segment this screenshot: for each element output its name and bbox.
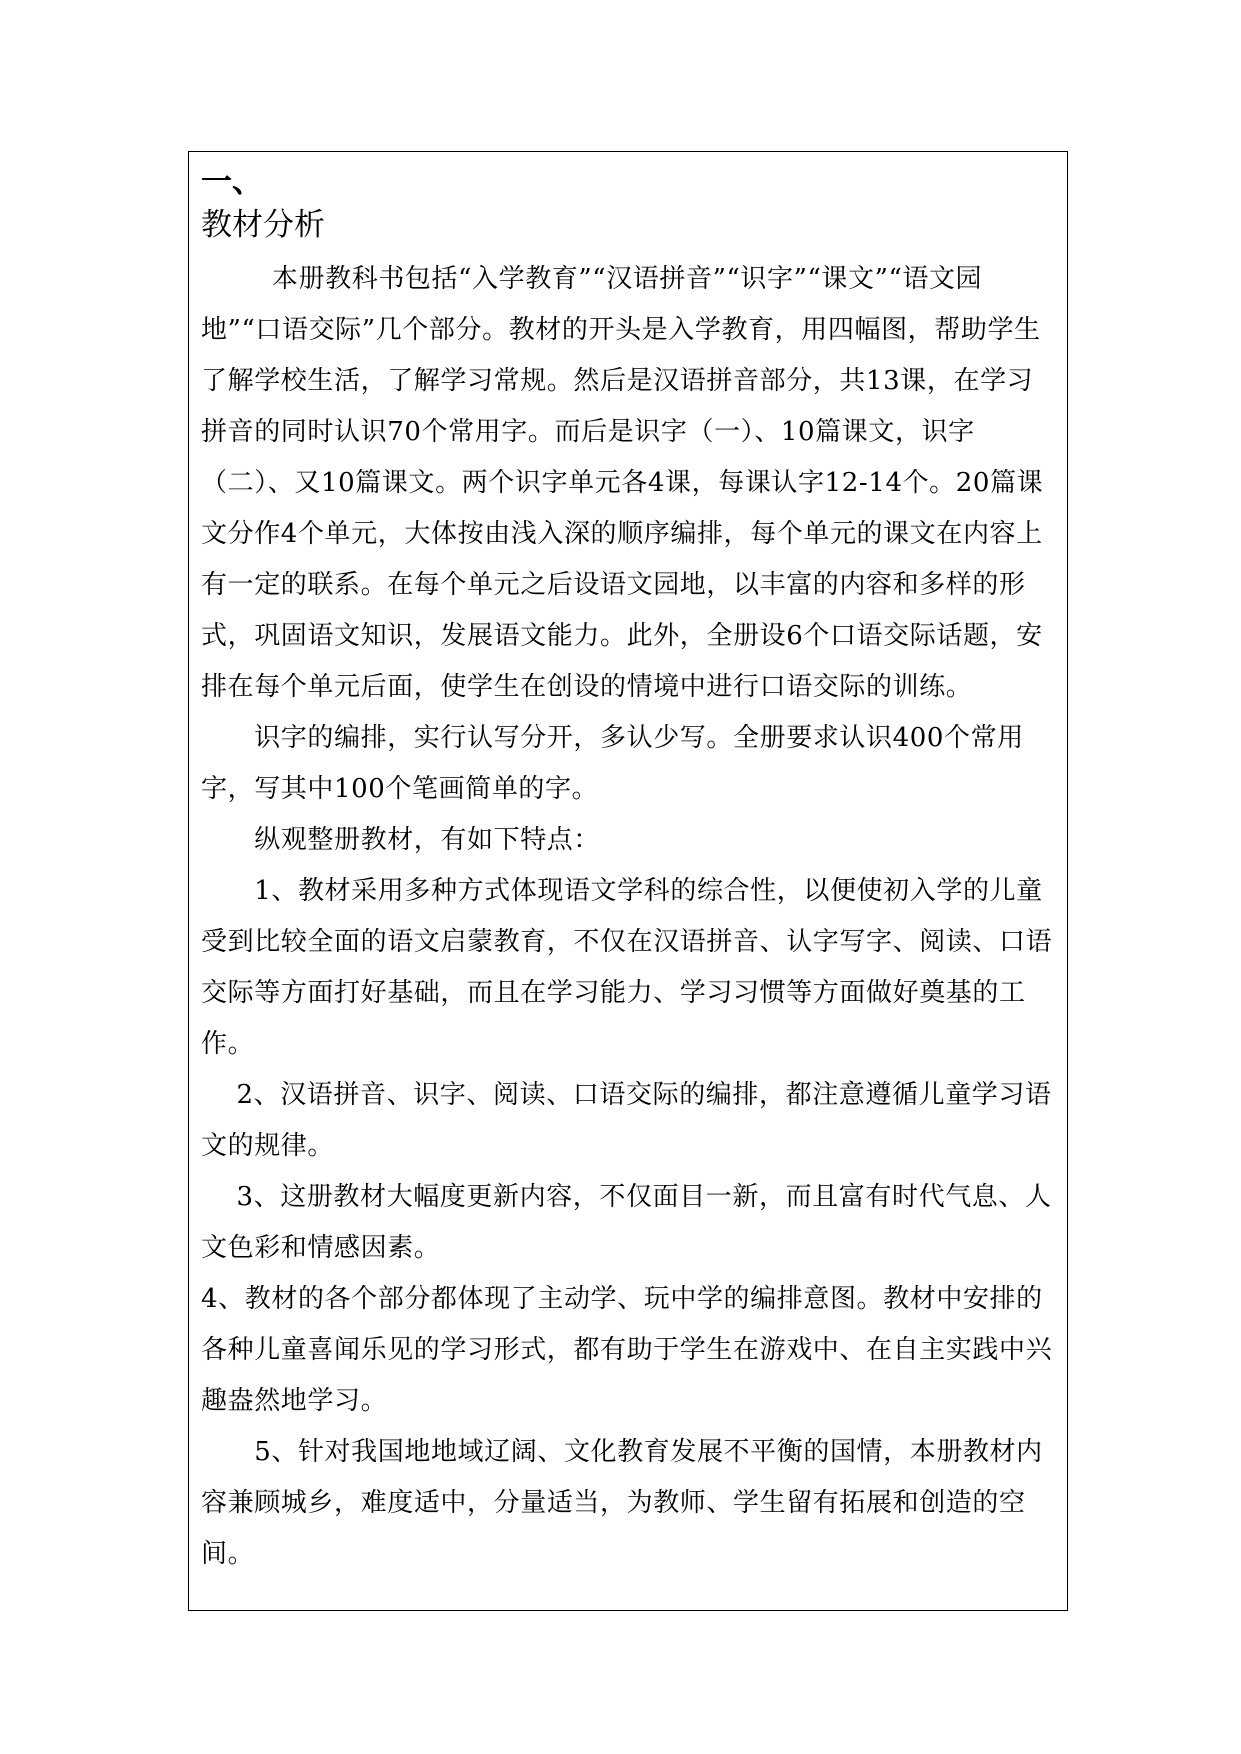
paragraph-feature-3: 3、这册教材大幅度更新内容，不仅面目一新，而且富有时代气息、人文色彩和情感因素。 [201,1182,1052,1263]
paragraph-feature-4: 4、教材的各个部分都体现了主动学、玩中学的编排意图。教材中安排的各种儿童喜闻乐见的学习形式，都有助于学生在游戏中、在自主实践中兴趣盎然地学习。 [201,1284,1053,1416]
paragraph-feature-2: 2、汉语拼音、识字、阅读、口语交际的编排，都注意遵循儿童学习语文的规律。 [201,1080,1052,1161]
paragraph-feature-1: 1、教材采用多种方式体现语文学科的综合性，以便使初入学的儿童受到比较全面的语文启蒙教育，不仅在汉语拼音、认字写字、阅读、口语交际等方面打好基础，而且在学习能力、学习习惯等方面做好奠基的工作。 [201,876,1053,1059]
content-box [188,151,1068,1611]
paragraph-literacy: 识字的编排，实行认写分开，多认少写。全册要求认识400个常用字，写其中100个笔画简单的字。 [201,723,1024,804]
paragraph-intro: 本册教科书包括“入学教育”“汉语拼音”“识字”“课文”“语文园地”“口语交际”几个部分。教材的开头是入学教育，用四幅图，帮助学生了解学校生活，了解学习常规。然后是汉语拼音部分，共13课，在学习拼音的同时认识70个常用字。而后是识字（一）、10篇课文，识字（二）、又10篇课文。两个识字单元各4课，每课认字12-14个。20篇课文分作4个单元，大体按由浅入深的顺序编排，每个单元的课文在内容上有一定的联系。在每个单元之后设语文园地，以丰富的内容和多样的形式，巩固语文知识，发展语文能力。此外，全册设6个口语交际话题，安排在每个单元后面，使学生在创设的情境中进行口语交际的训练。 [201,264,1044,702]
section-title: 教材分析 [201,207,325,243]
section-number: 一、 [201,164,263,200]
paragraph-features-intro: 纵观整册教材，有如下特点： [201,825,601,855]
paragraph-feature-5: 5、针对我国地地域辽阔、文化教育发展不平衡的国情，本册教材内容兼顾城乡，难度适中，分量适当，为教师、学生留有拓展和创造的空间。 [201,1437,1043,1569]
